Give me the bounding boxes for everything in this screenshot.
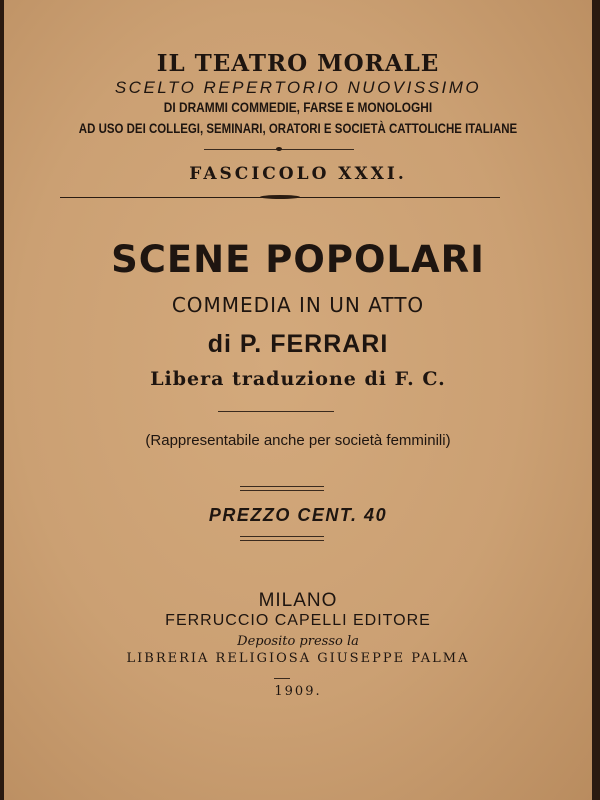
ornament [276,147,282,151]
divider [240,486,324,487]
translation: Libera traduzione di F. C. [150,368,446,390]
performance-note: (Rappresentabile anche per società femminili) [145,432,451,449]
divider [240,490,324,491]
series-subtitle: SCELTO REPERTORIO NUOVISSIMO [114,78,482,97]
price: PREZZO CENT. 40 [208,505,388,525]
work-title: SCENE POPOLARI [111,238,485,281]
divider [218,411,334,412]
book-cover [4,0,592,800]
deposit-note: Deposito presso la [237,634,359,649]
fascicle: FASCICOLO XXXI. [189,164,407,184]
series-title: IL TEATRO MORALE [156,50,440,77]
series-line-2: AD USO DEI COLLEGI, SEMINARI, ORATORI E SOCIETÀ CATTOLICHE ITALIANE [78,120,518,136]
series-line-1: DI DRAMMI COMMEDIE, FARSE E MONOLOGHI [163,99,433,115]
bookshop: LIBRERIA RELIGIOSA GIUSEPPE PALMA [126,651,470,666]
city: MILANO [258,590,338,611]
publisher: FERRUCCIO CAPELLI EDITORE [165,612,431,629]
divider [240,540,324,541]
ornament [260,195,300,199]
year: 1909. [274,684,322,699]
divider [240,536,324,537]
divider [274,678,290,679]
author: di P. FERRARI [207,330,389,358]
work-genre: COMMEDIA IN UN ATTO [171,293,425,317]
